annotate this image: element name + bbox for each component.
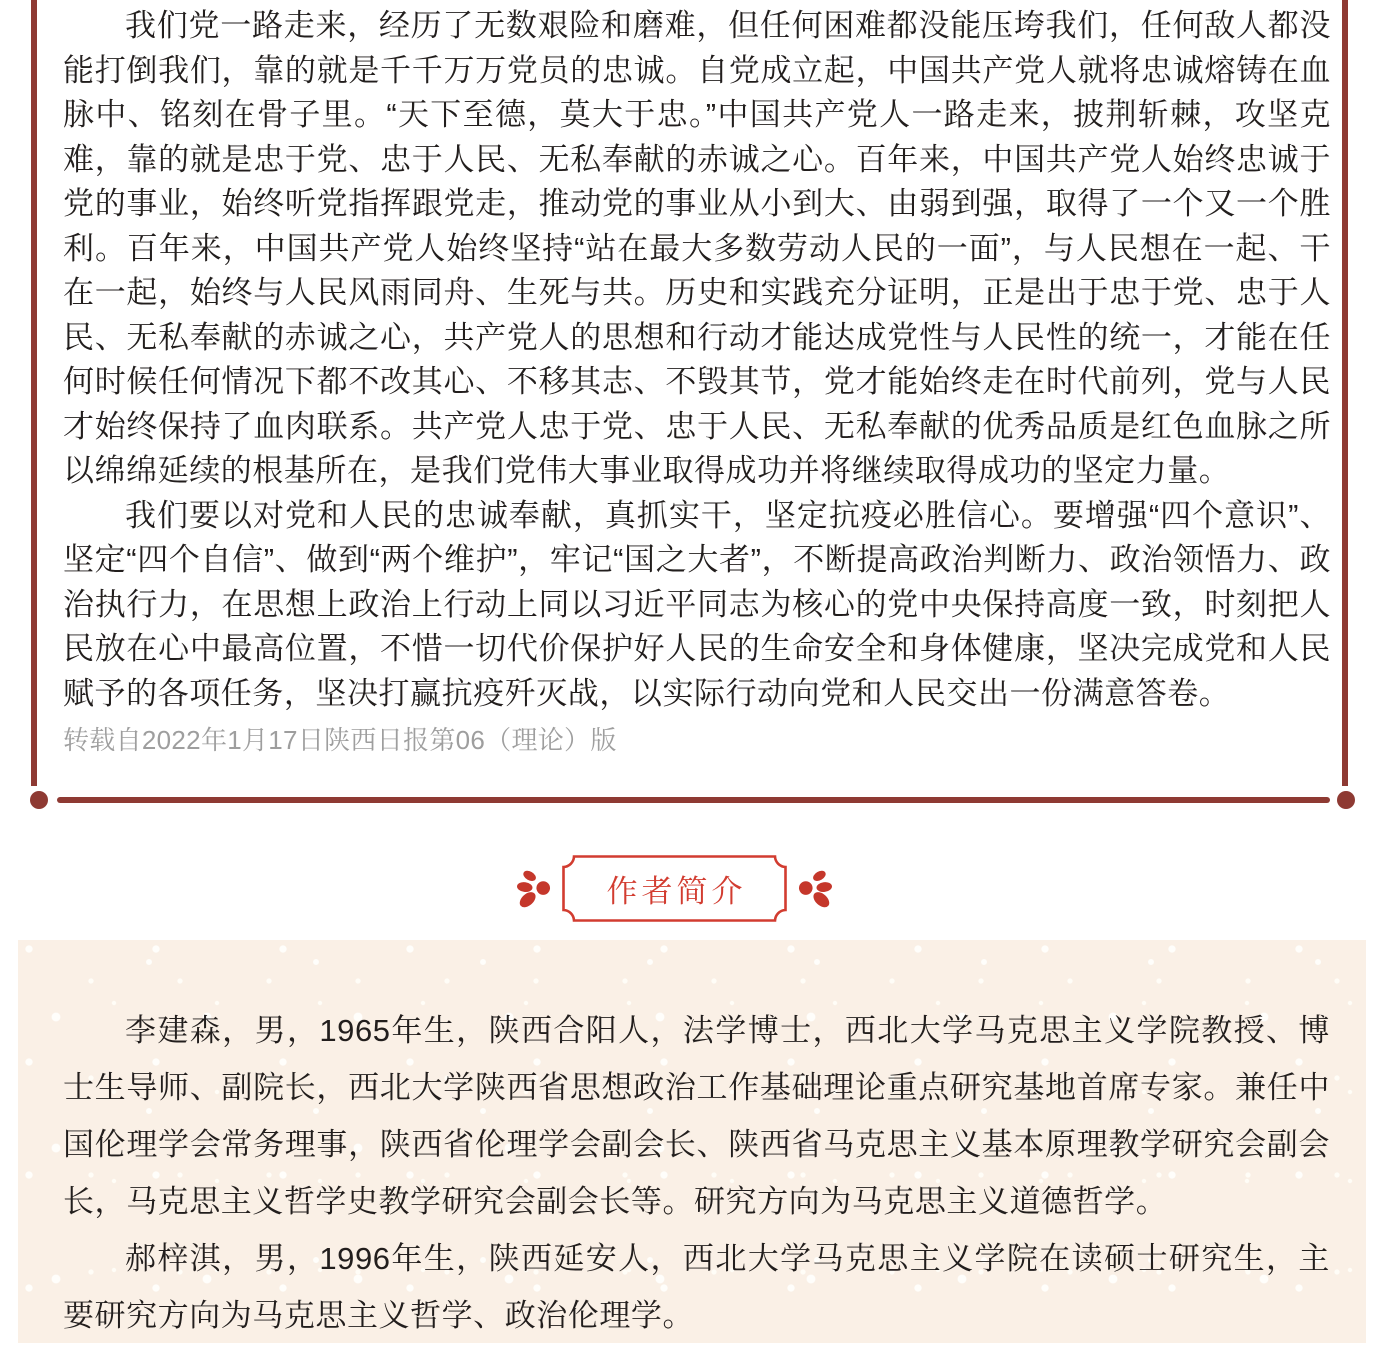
right-border-line: [1342, 0, 1348, 786]
floral-ornament-right-icon: [798, 867, 833, 911]
citation-line: 转载自2022年1月17日陕西日报第06（理论）版: [63, 725, 617, 755]
floral-ornament-left-icon: [516, 867, 551, 911]
article-text: [63, 4, 1331, 756]
divider-left-dot: [30, 791, 48, 809]
article-paragraph-1: 我们党一路走来，经历了无数艰险和磨难，但任何困难都没能压垮我们，任何敌人都没能打倒我们，靠的就是千千万万党员的忠诚。自党成立起，中国共产党人就将忠诚熔铸在血脉中、铭刻在骨子里。“天下至德，莫大于忠。”中国共产党人一路走来，披荆斩棘，攻坚克难，靠的就是忠于党、忠于人民、无私奉献的赤诚之心。百年来，中国共产党人始终忠诚于党的事业，始终听党指挥跟党走，推动党的事业从小到大、由弱到强，取得了一个又一个胜利。百年来，中国共产党人始终坚持“站在最大多数劳动人民的一面”，与人民想在一起、干在一起，始终与人民风雨同舟、生死与共。历史和实践充分证明，正是出于忠于党、忠于人民、无私奉献的赤诚之心，共产党人的思想和行动才能达成党性与人民性的统一，才能在任何时候任何情况下都不改其心、不移其志、不毁其节，党才能始终走在时代前列，党与人民才始终保持了血肉联系。共产党人忠于党、忠于人民、无私奉献的优秀品质是红色血脉之所以绵绵延续的根基所在，是我们党伟大事业取得成功并将继续取得成功的坚定力量。: [63, 8, 1331, 488]
author-badge: [562, 855, 787, 922]
left-border-line: [31, 0, 37, 786]
bio-paragraph-1: 李建森，男，1965年生，陕西合阳人，法学博士，西北大学马克思主义学院教授、博士生导师、副院长，西北大学陕西省思想政治工作基础理论重点研究基地首席专家。兼任中国伦理学会常务理事，陕西省伦理学会副会长、陕西省马克思主义基本原理教学研究会副会长，马克思主义哲学史教学研究会副会长等。研究方向为马克思主义道德哲学。: [63, 1013, 1330, 1219]
bio-paragraph-2: 郝梓淇，男，1996年生，陕西延安人，西北大学马克思主义学院在读硕士研究生，主要研究方向为马克思主义哲学、政治伦理学。: [63, 1241, 1330, 1333]
bottom-divider-line: [57, 797, 1330, 803]
author-bio-section: [18, 940, 1366, 1343]
divider-right-dot: [1337, 791, 1355, 809]
badge-label: 作者简介: [606, 874, 747, 909]
article-paragraph-2: 我们要以对党和人民的忠诚奉献，真抓实干，坚定抗疫必胜信心。要增强“四个意识”、坚定“四个自信”、做到“两个维护”，牢记“国之大者”，不断提高政治判断力、政治领悟力、政治执行力，在思想上政治上行动上同以习近平同志为核心的党中央保持高度一致，时刻把人民放在心中最高位置，不惜一切代价保护好人民的生命安全和身体健康，坚决完成党和人民赋予的各项任务，坚决打赢抗疫歼灭战，以实际行动向党和人民交出一份满意答卷。: [63, 497, 1331, 711]
author-section-header: [0, 855, 1364, 922]
